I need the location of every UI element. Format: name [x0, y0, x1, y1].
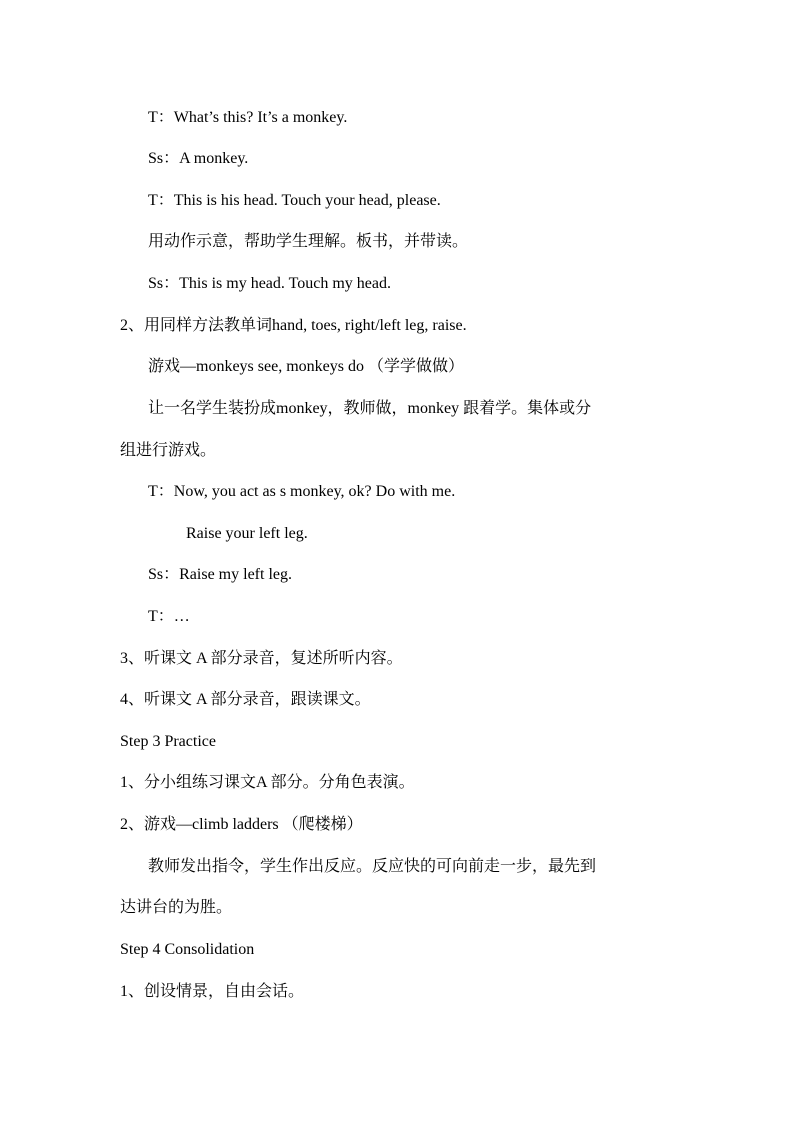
dialogue-line: Ss：This is my head. Touch my head. — [148, 275, 392, 292]
numbered-item: 1、分小组练习课文A 部分。分角色表演。 — [120, 774, 415, 791]
paragraph-line: 组进行游戏。 — [120, 442, 217, 459]
dialogue-line: T：This is his head. Touch your head, please. — [148, 192, 441, 209]
dialogue-line: Ss：Raise my left leg. — [148, 566, 292, 583]
numbered-item: 3、听课文 A 部分录音，复述所听内容。 — [120, 650, 403, 667]
paragraph-line: 达讲台的为胜。 — [120, 899, 233, 916]
game-title: 游戏—monkeys see, monkeys do （学学做做） — [148, 358, 464, 375]
dialogue-line: Raise your left leg. — [186, 525, 308, 542]
dialogue-line: T：Now, you act as s monkey, ok? Do with me. — [148, 483, 456, 500]
numbered-item: 2、用同样方法教单词hand, toes, right/left leg, raise. — [120, 317, 467, 334]
dialogue-line: T：… — [148, 608, 190, 625]
numbered-item: 1、创设情景，自由会话。 — [120, 983, 305, 1000]
numbered-item: 2、游戏—climb ladders （爬楼梯） — [120, 816, 363, 833]
numbered-item: 4、听课文 A 部分录音，跟读课文。 — [120, 691, 371, 708]
dialogue-line: Ss：A monkey. — [148, 150, 249, 167]
dialogue-line: T：What’s this? It’s a monkey. — [148, 109, 348, 126]
instruction-line: 用动作示意，帮助学生理解。板书，并带读。 — [148, 233, 469, 250]
paragraph-line: 让一名学生装扮成monkey，教师做，monkey 跟着学。集体或分 — [148, 400, 592, 417]
section-heading: Step 4 Consolidation — [120, 941, 255, 958]
section-heading: Step 3 Practice — [120, 733, 216, 750]
paragraph-line: 教师发出指令，学生作出反应。反应快的可向前走一步，最先到 — [148, 858, 597, 875]
